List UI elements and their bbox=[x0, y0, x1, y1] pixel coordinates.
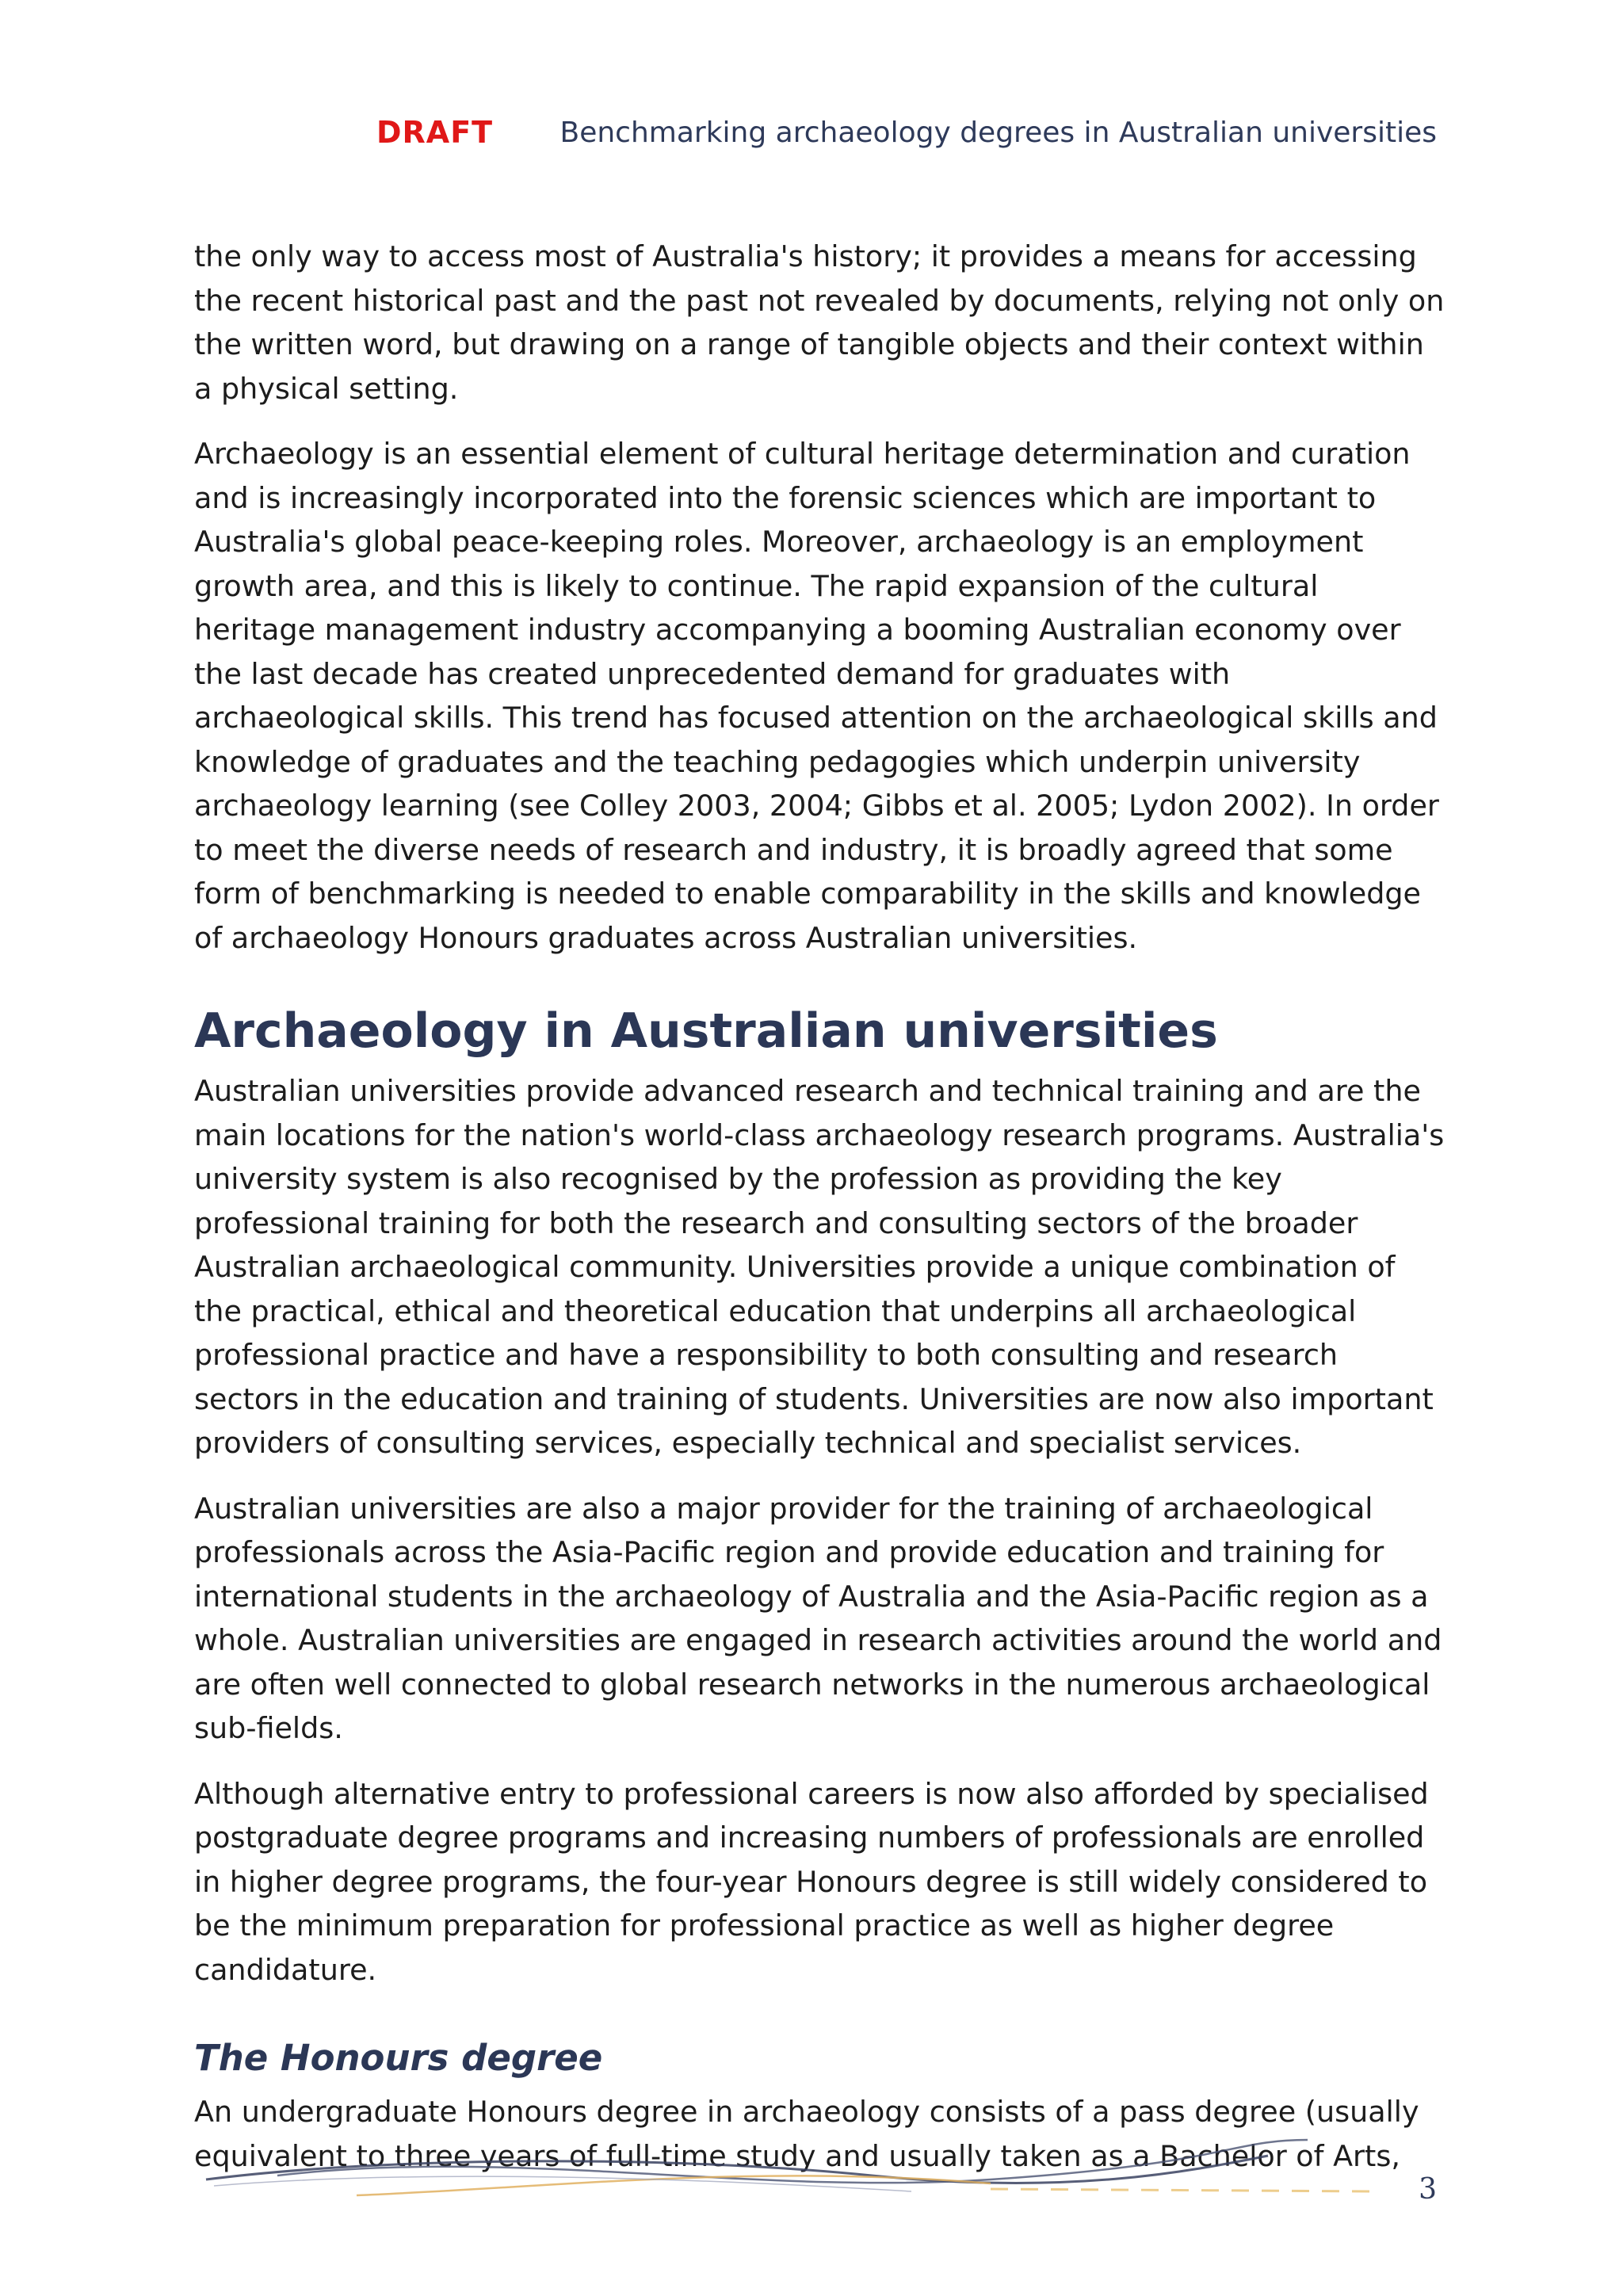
paragraph-5: Although alternative entry to professional careers is now also afforded by specialised postgraduate degree programs and increasing numbers of professionals are enrolled in higher degree programs, the four-year Honours degree is still widely considered to be the minimum preparation for professional practice as well as higher degree candidature. bbox=[194, 1776, 1429, 1987]
paragraph-2: Archaeology is an essential element of cultural heritage determination and curation and is increasingly incorporated into the forensic sciences which are important to Australia's global peace-keeping roles. Moreover, archaeology is an employment growth area, and this is likely to continue. The rapid expansion of the cultural heritage management industry accompanying a booming Australian economy over the last decade has created unprecedented demand for graduates with archaeological skills. This trend has focused attention on the archaeological skills and knowledge of graduates and the teaching pedagogies which underpin university archaeology learning (see Colley 2003, 2004; Gibbs et al. 2005; Lydon 2002). In order to meet the diverse needs of research and industry, it is broadly agreed that some form of benchmarking is needed to enable comparability in the skills and knowledge of archaeology Honours graduates across Australian universities. bbox=[194, 437, 1439, 955]
section-heading: Archaeology in Australian universities bbox=[194, 1003, 1218, 1059]
draft-label: DRAFT bbox=[376, 115, 494, 150]
document-title: Benchmarking archaeology degrees in Australian universities bbox=[559, 117, 1437, 149]
paragraph-1: the only way to access most of Australia's history; it provides a means for accessing the recent historical past and the past not revealed by documents, relying not only on the written word, but drawing on a range of tangible objects and their context within a physical setting. bbox=[194, 239, 1445, 406]
page-number: 3 bbox=[1419, 2173, 1437, 2206]
paragraph-6: An undergraduate Honours degree in archaeology consists of a pass degree (usually equivalent to three years of full-time study and usually taken as a Bachelor of Arts, bbox=[194, 2095, 1419, 2173]
paragraph-4: Australian universities are also a major provider for the training of archaeological professionals across the Asia-Pacific region and provide education and training for international students in the archaeology of Australia and the Asia-Pacific region as a whole. Australian universities are engaged in research activities around the world and are often well connected to global research networks in the numerous archaeological sub-fields. bbox=[194, 1491, 1442, 1745]
subsection-heading: The Honours degree bbox=[194, 2037, 603, 2079]
page-content bbox=[194, 235, 1446, 2199]
paragraph-3: Australian universities provide advanced research and technical training and are the main locations for the nation's world-class archaeology research programs. Australia's university system is also recognised by the profession as providing the key professional training for both the research and consulting sectors of the broader Australian archaeological community. Universities provide a unique combination of the practical, ethical and theoretical education that underpins all archaeological professional practice and have a responsibility to both consulting and research sectors in the education and training of students. Universities are now also important providers of consulting services, especially technical and specialist services. bbox=[194, 1074, 1445, 1460]
footer-decorative-swoosh bbox=[198, 2132, 1371, 2203]
page-header bbox=[0, 115, 1623, 155]
